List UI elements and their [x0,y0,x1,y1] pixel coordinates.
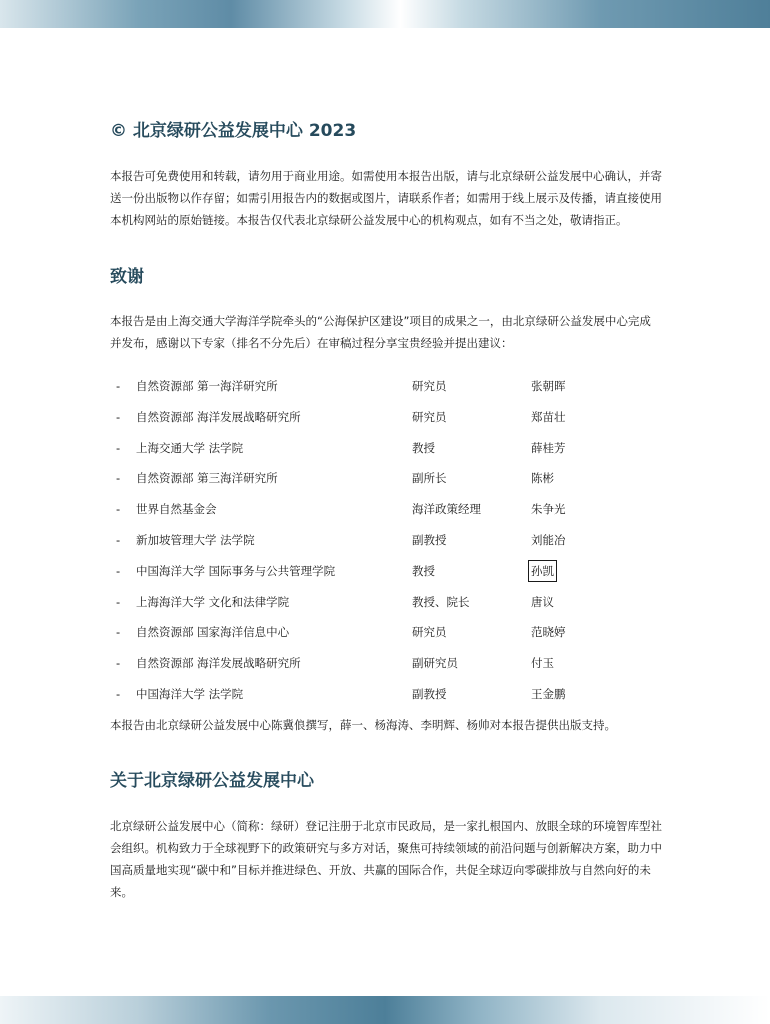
acknowledgement-heading: 致谢 [110,267,144,287]
expert-organization: 上海交通大学 法学院 [136,440,244,455]
expert-name: 薛桂芳 [531,440,566,455]
list-dash: - [116,687,121,701]
expert-name: 王金鹏 [531,687,566,701]
expert-row [110,561,662,581]
expert-title: 教授、院长 [412,594,470,609]
expert-organization: 中国海洋大学 国际事务与公共管理学院 [136,563,336,578]
expert-name: 郑苗壮 [531,409,566,424]
list-dash: - [116,440,121,455]
expert-title: 研究员 [412,409,447,424]
expert-title: 教授 [412,563,435,578]
expert-organization: 新加坡管理大学 法学院 [136,533,255,547]
expert-organization: 自然资源部 海洋发展战略研究所 [136,656,301,671]
expert-title: 研究员 [412,625,447,640]
expert-organization: 世界自然基金会 [136,502,217,517]
expert-name: 唐议 [531,594,554,609]
copyright-text: 本报告可免费使用和转载，请勿用于商业用途。如需使用本报告出版，请与北京绿研公益发展中心确认，并寄送一份出版物以作存留；如需引用报告内的数据或图片，请联系作者；如需用于线上展示及传播，请直接使用本机构网站的原始链接。本报告仅代表北京绿研公益发展中心的机构观点，如有不当之处，敬请指正。 [110,169,662,227]
list-dash: - [116,656,121,671]
expert-row [110,376,662,396]
expert-organization: 自然资源部 海洋发展战略研究所 [136,409,301,424]
expert-name: 范晓婷 [531,625,566,640]
expert-name: 刘能冶 [531,533,566,547]
bottom-decorative-band [0,996,770,1024]
list-dash: - [116,563,121,578]
expert-row [110,684,662,704]
expert-row [110,530,662,550]
about-heading: 关于北京绿研公益发展中心 [110,771,314,791]
expert-organization: 自然资源部 第一海洋研究所 [136,379,278,393]
expert-title: 副研究员 [412,656,458,671]
copyright-heading: © 北京绿研公益发展中心 2023 [110,121,357,141]
expert-title: 海洋政策经理 [412,502,481,517]
about-text: 北京绿研公益发展中心（简称：绿研）登记注册于北京市民政局，是一家扎根国内、放眼全球的环境智库型社会组织。机构致力于全球视野下的政策研究与多方对话，聚焦可持续领域的前沿问题与创新解决方案，助力中国高质量地实现“碳中和”目标并推进绿色、开放、共赢的国际合作，共促全球迈向零碳排放与自然向好的未来。 [110,819,662,899]
expert-row [110,499,662,519]
expert-name: 朱争光 [531,502,566,517]
expert-name: 张朝晖 [531,379,566,393]
expert-organization: 自然资源部 第三海洋研究所 [136,471,278,486]
expert-organization: 中国海洋大学 法学院 [136,687,244,701]
list-dash: - [116,502,121,517]
expert-name: 付玉 [531,656,554,671]
expert-name: 陈彬 [531,471,554,486]
expert-organization: 上海海洋大学 文化和法律学院 [136,594,290,609]
list-dash: - [116,379,121,393]
list-dash: - [116,594,121,609]
expert-row [110,438,662,458]
list-dash: - [116,471,121,486]
expert-row [110,653,662,673]
top-decorative-band [0,0,770,28]
list-dash: - [116,533,121,547]
acknowledgement-closing: 本报告由北京绿研公益发展中心陈冀俍撰写，薛一、杨海涛、李明辉、杨帅对本报告提供出版支持。 [110,718,616,732]
list-dash: - [116,409,121,424]
expert-title: 研究员 [412,379,447,393]
acknowledgement-intro: 本报告是由上海交通大学海洋学院牵头的“公海保护区建设”项目的成果之一，由北京绿研公益发展中心完成并发布，感谢以下专家（排名不分先后）在审稿过程分享宝贵经验并提出建议： [110,314,651,350]
expert-name: 孙凯 [529,561,556,581]
expert-row [110,468,662,488]
expert-row [110,407,662,427]
expert-title: 副所长 [412,471,447,486]
list-dash: - [116,625,121,640]
expert-title: 副教授 [412,533,447,547]
expert-row [110,622,662,642]
expert-title: 副教授 [412,687,447,701]
expert-title: 教授 [412,440,435,455]
expert-organization: 自然资源部 国家海洋信息中心 [136,625,290,640]
expert-row [110,592,662,612]
